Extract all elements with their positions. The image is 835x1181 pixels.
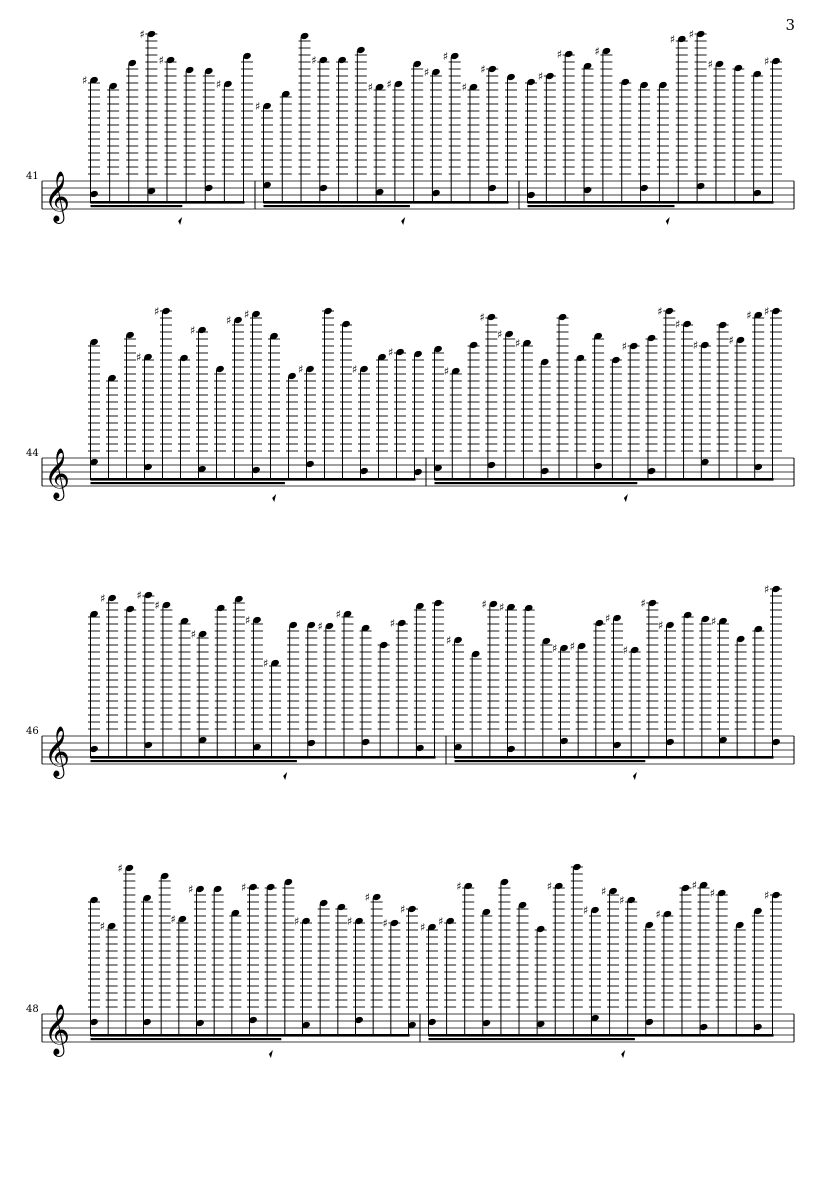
staff-system-2 [26,305,794,502]
beam [435,478,774,481]
rest-icon [633,772,637,780]
sharp-icon: ♯ [423,66,430,79]
beam [91,756,436,759]
sharp-icon: ♯ [537,70,544,83]
sharp-icon: ♯ [420,921,426,934]
sharp-icon: ♯ [552,642,558,655]
sharp-icon: ♯ [139,28,145,41]
sharp-icon: ♯ [707,58,713,71]
beam [91,205,183,207]
measure-number: 44 [26,448,39,459]
sharp-icon: ♯ [601,885,607,898]
sharp-icon: ♯ [711,615,717,628]
treble-clef-icon: 𝄞 [44,726,71,777]
sharp-icon: ♯ [352,363,358,376]
staff-system-4 [26,862,794,1058]
sharp-icon: ♯ [621,340,628,353]
sharp-icon: ♯ [546,880,553,893]
sharp-icon: ♯ [388,346,394,359]
sharp-icon: ♯ [479,311,485,324]
sharp-icon: ♯ [244,308,250,321]
sharp-icon: ♯ [294,915,300,928]
sharp-icon: ♯ [364,891,370,904]
treble-clef-icon: 𝄞 [44,1004,71,1055]
beam [91,201,245,204]
sharp-icon: ♯ [136,589,142,602]
rest-icon [283,772,287,780]
rest-icon [178,217,182,225]
sharp-icon: ♯ [480,63,486,76]
sharp-icon: ♯ [481,598,487,611]
page-number: 3 [785,16,795,34]
sharp-icon: ♯ [389,617,396,630]
sharp-icon: ♯ [154,599,160,612]
sharp-icon: ♯ [241,881,247,894]
beam [435,482,638,484]
sharp-icon: ♯ [556,48,563,61]
treble-clef-icon: 𝄞 [44,171,71,222]
sharp-icon: ♯ [658,619,664,632]
beam [91,482,285,484]
sharp-icon: ♯ [263,657,269,670]
sharp-icon: ♯ [569,640,575,653]
measure-number: 48 [26,1004,39,1015]
sharp-icon: ♯ [675,318,681,331]
sharp-icon: ♯ [190,324,196,337]
rest-icon [269,1050,273,1058]
sharp-icon: ♯ [158,54,164,67]
sharp-icon: ♯ [657,305,663,318]
rest-icon [666,217,670,225]
sharp-icon: ♯ [764,583,770,596]
beam [429,1034,774,1037]
staff-system-3 [26,583,794,780]
rest-icon [624,494,628,502]
beam [91,478,416,481]
beam [264,205,410,207]
treble-clef-icon: 𝄞 [44,448,71,499]
sharp-icon: ♯ [438,915,444,928]
sharp-icon: ♯ [746,309,752,322]
sharp-icon: ♯ [605,612,611,625]
sharp-icon: ♯ [335,608,341,621]
beam [264,201,509,204]
sharp-icon: ♯ [443,365,450,378]
sharp-icon: ♯ [764,55,770,68]
sharp-icon: ♯ [709,887,716,900]
sharp-icon: ♯ [382,917,388,930]
rest-icon [401,217,405,225]
sharp-icon: ♯ [347,915,353,928]
sharp-icon: ♯ [215,78,222,91]
sharp-icon: ♯ [188,883,194,896]
sharp-icon: ♯ [514,337,521,350]
sharp-icon: ♯ [456,880,462,893]
measure-number: 46 [26,726,39,737]
sharp-icon: ♯ [764,305,770,318]
sharp-icon: ♯ [170,913,176,926]
sharp-icon: ♯ [244,614,251,627]
sharp-icon: ♯ [692,339,699,352]
sharp-icon: ♯ [311,54,317,67]
measure-number: 41 [26,171,39,182]
sharp-icon: ♯ [99,920,105,933]
rest-icon [621,1050,625,1058]
sharp-icon: ♯ [499,601,505,614]
beam [455,756,774,759]
beam [91,1034,410,1037]
beam [429,1038,635,1040]
sharp-icon: ♯ [100,592,106,605]
sharp-icon: ♯ [622,644,628,657]
sharp-icon: ♯ [82,74,88,87]
sharp-icon: ♯ [136,351,142,364]
beam [91,760,297,762]
beam [528,205,675,207]
sharp-icon: ♯ [640,597,646,610]
beam [455,760,646,762]
sharp-icon: ♯ [117,862,123,875]
sharp-icon: ♯ [367,81,373,94]
sharp-icon: ♯ [255,100,261,113]
sharp-icon: ♯ [190,628,196,641]
beam [91,1038,282,1040]
sharp-icon: ♯ [619,894,625,907]
rest-icon [272,494,276,502]
sharp-icon: ♯ [669,33,676,46]
sharp-icon: ♯ [317,620,323,633]
sharp-icon: ♯ [728,334,734,347]
sharp-icon: ♯ [226,314,232,327]
sharp-icon: ♯ [446,634,452,647]
sharp-icon: ♯ [688,28,694,41]
sharp-icon: ♯ [594,45,600,58]
staff-system-1 [26,28,794,225]
sharp-icon: ♯ [154,305,160,318]
sharp-icon: ♯ [298,363,304,376]
beam [528,201,774,204]
sharp-icon: ♯ [764,889,770,902]
sharp-icon: ♯ [497,328,503,341]
sharp-icon: ♯ [461,81,467,94]
sharp-icon: ♯ [442,50,449,63]
sharp-icon: ♯ [386,78,392,91]
sharp-icon: ♯ [582,904,589,917]
sharp-icon: ♯ [400,903,406,916]
sharp-icon: ♯ [691,879,697,892]
sharp-icon: ♯ [655,908,661,921]
